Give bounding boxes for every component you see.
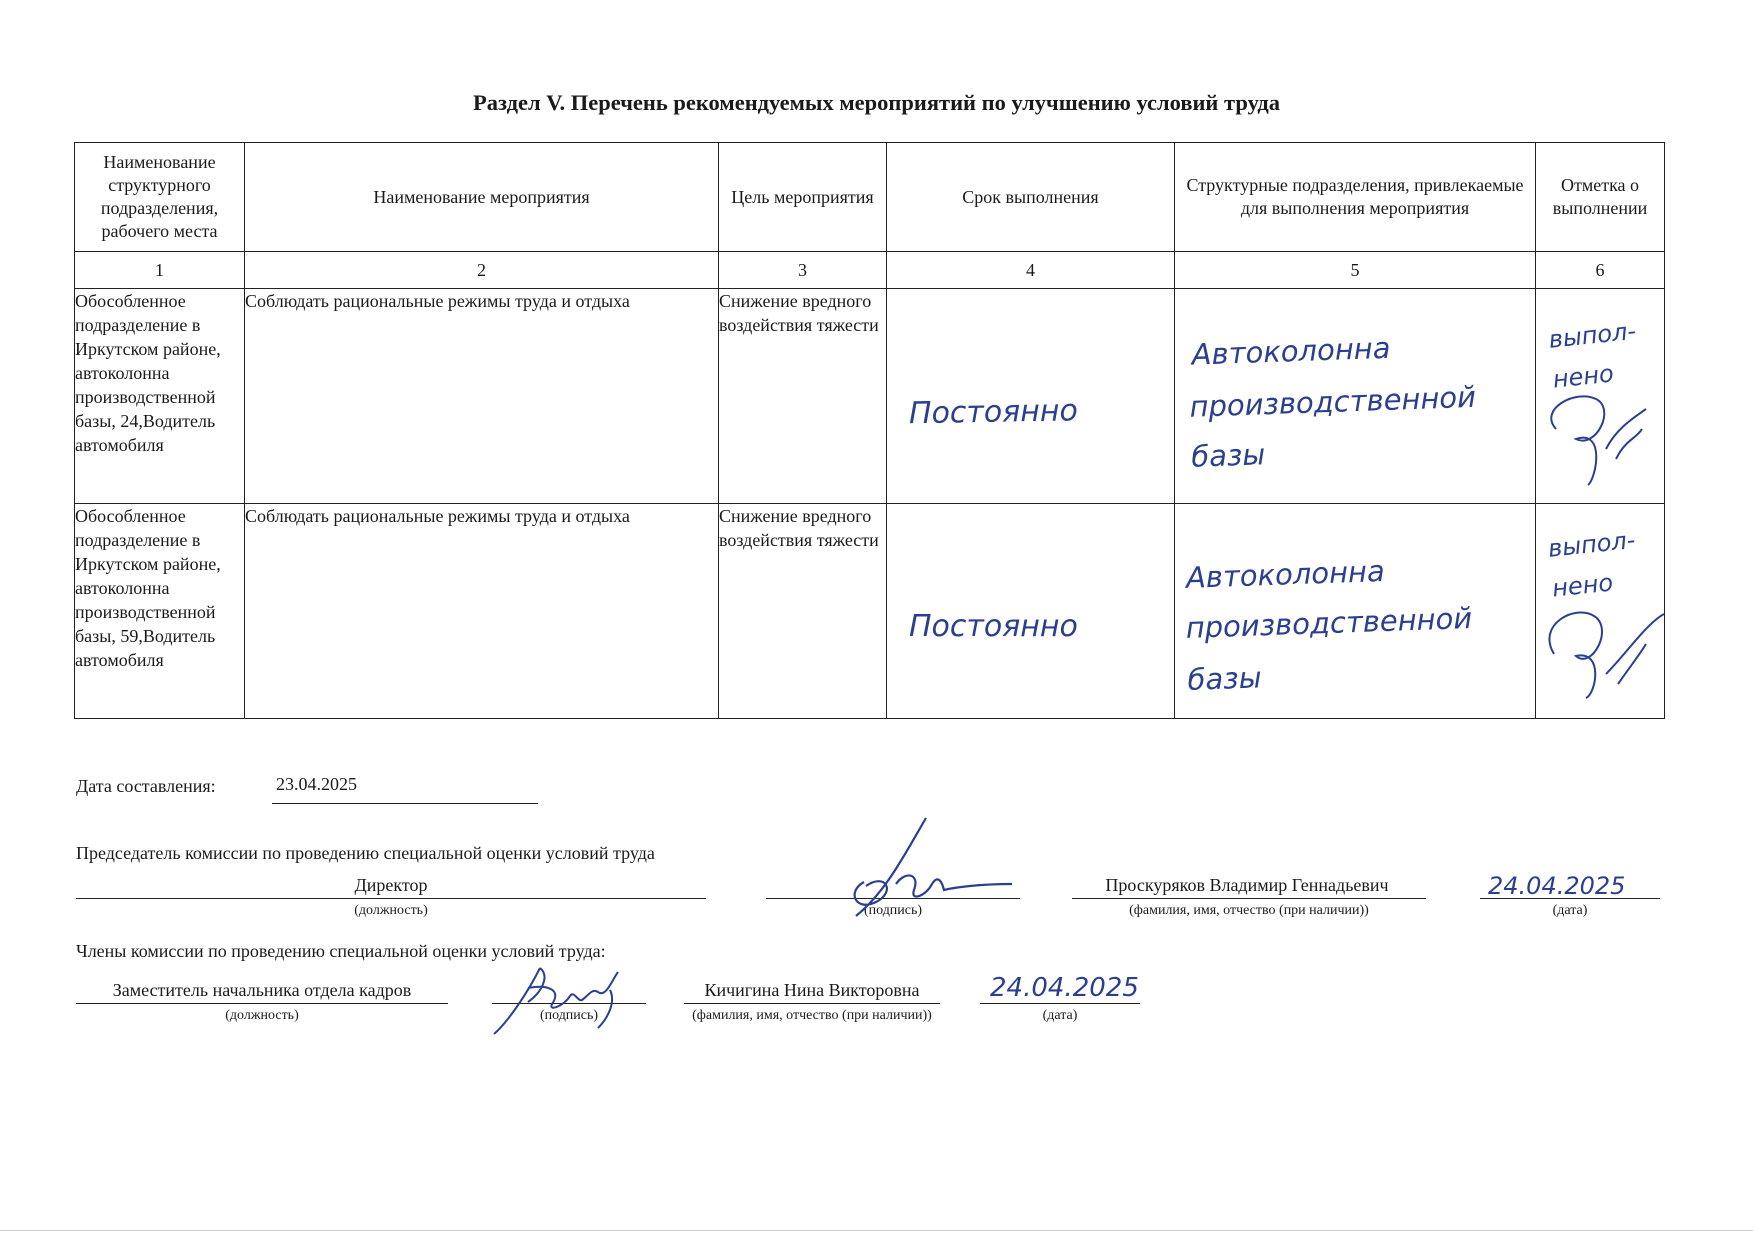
goal-cell: Снижение вредного воздействия тяжести	[719, 289, 887, 504]
header-goal: Цель мероприятия	[719, 143, 887, 252]
page-bottom-edge	[0, 1230, 1753, 1231]
fio-caption-wrapped: (фамилия, имя, отчество (при наличии))	[692, 1008, 932, 1023]
deadline-cell	[887, 504, 1175, 719]
member-position: Заместитель начальника отдела кадров	[112, 980, 412, 1000]
member-position-line	[76, 1003, 448, 1004]
member-date-line	[980, 1003, 1140, 1004]
subdivision-cell: Обособленное подразделение в Иркутском районе, автоколонна производственной базы, 24,Водитель автомобиля	[75, 289, 245, 504]
member-name: Кичигина Нина Викторовна	[704, 980, 920, 1000]
members-label: Члены комиссии по проведению специальной оценки условий труда:	[76, 941, 606, 961]
chairman-name: Проскуряков Владимир Геннадьевич	[1105, 875, 1389, 895]
svg-text:выпол- нено: выпол- нено	[1547, 316, 1638, 394]
completion-mark	[1536, 504, 1665, 718]
date-caption: (дата)	[1552, 903, 1588, 918]
signature-icon	[494, 968, 618, 1034]
signature-icon	[1551, 396, 1646, 485]
column-number-row	[75, 252, 1665, 289]
chairman-date-handwriting	[1484, 866, 1664, 906]
measures-table	[74, 142, 1665, 719]
departments-handwriting	[1175, 504, 1536, 718]
table-row	[75, 289, 1665, 504]
member-signature	[488, 962, 638, 1038]
deadline-handwriting	[887, 289, 1175, 503]
chairman-signature	[836, 812, 1016, 922]
position-caption: (должность)	[354, 903, 428, 918]
svg-text:выпол- нено: выпол- нено	[1546, 525, 1637, 603]
column-number: 3	[719, 252, 887, 289]
svg-text:Постоянно: Постоянно	[909, 609, 1078, 644]
chairman-position-line	[76, 898, 706, 899]
signature-icon	[855, 818, 1012, 916]
svg-text:Постоянно: Постоянно	[908, 393, 1079, 432]
position-caption: (должность)	[225, 1008, 299, 1023]
member-date-handwriting	[984, 968, 1184, 1008]
mark-cell	[1536, 289, 1665, 504]
svg-text:24.04.2025: 24.04.2025	[1488, 872, 1626, 900]
header-deadline: Срок выполнения	[887, 143, 1175, 252]
header-mark: Отметка о выполнении	[1536, 143, 1665, 252]
column-number: 2	[245, 252, 719, 289]
subdivision-cell: Обособленное подразделение в Иркутском районе, автоколонна производственной базы, 59,Водитель автомобиля	[75, 504, 245, 719]
chairman-label: Председатель комиссии по проведению специальной оценки условий труда	[76, 843, 655, 863]
departments-cell	[1175, 504, 1536, 719]
date-label: Дата составления:	[76, 776, 216, 796]
departments-cell	[1175, 289, 1536, 504]
column-number: 1	[75, 252, 245, 289]
svg-text:Автоколонна произв: Автоколонна производственной базы	[1185, 553, 1473, 697]
svg-text:24.04.2025: 24.04.2025	[990, 973, 1139, 1003]
date-underline	[272, 803, 538, 804]
goal-cell: Снижение вредного воздействия тяжести	[719, 504, 887, 719]
signature-icon	[1549, 612, 1664, 698]
signature-caption: (подпись)	[539, 1008, 599, 1023]
measure-cell: Соблюдать рациональные режимы труда и отдыха	[245, 504, 719, 719]
date-value: 23.04.2025	[276, 774, 357, 794]
header-measure: Наименование мероприятия	[245, 143, 719, 252]
date-caption: (дата)	[1042, 1008, 1078, 1023]
deadline-handwriting	[887, 504, 1175, 718]
measure-cell: Соблюдать рациональные режимы труда и отдыха	[245, 289, 719, 504]
signature-caption: (подпись)	[863, 903, 923, 918]
departments-handwriting	[1175, 289, 1536, 503]
deadline-cell	[887, 289, 1175, 504]
completion-mark	[1536, 289, 1665, 503]
header-subdivision: Наименование структурного подразделения, рабочего места	[75, 143, 245, 252]
fio-caption: (фамилия, имя, отчество (при наличии))	[1129, 903, 1369, 918]
table-row	[75, 504, 1665, 719]
header-row	[75, 143, 1665, 252]
column-number: 5	[1175, 252, 1536, 289]
column-number: 6	[1536, 252, 1665, 289]
chairman-date-line	[1480, 898, 1660, 899]
column-number: 4	[887, 252, 1175, 289]
mark-cell	[1536, 504, 1665, 719]
chairman-position: Директор	[354, 875, 428, 895]
section-title: Раздел V. Перечень рекомендуемых мероприятий по улучшению условий труда	[472, 90, 1281, 115]
svg-text:Автоколонна произв: Автоколонна производственной базы	[1188, 330, 1477, 474]
chairman-name-line	[1072, 898, 1426, 899]
member-name-line	[684, 1003, 940, 1004]
header-departments: Структурные подразделения, привлекаемые для выполнения мероприятия	[1175, 143, 1536, 252]
